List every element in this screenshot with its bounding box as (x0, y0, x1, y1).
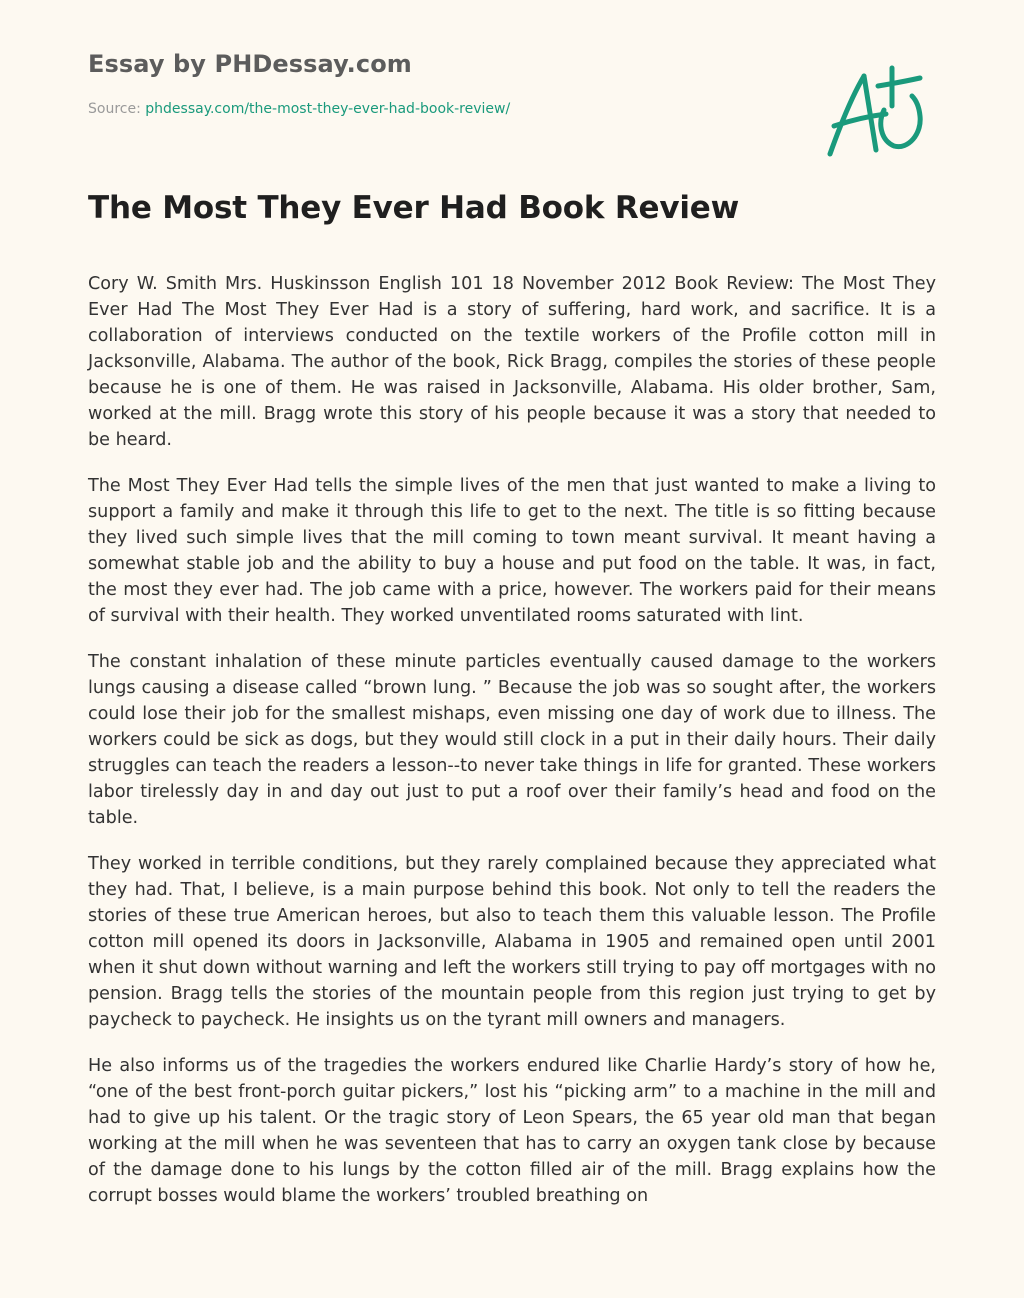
source-line (88, 101, 510, 117)
document-body (88, 271, 936, 1229)
bottom-cutoff (0, 1252, 1024, 1298)
paragraph: Cory W. Smith Mrs. Huskinsson English 101 18 November 2012 Book Review: The Most They Ever Had The Most They Ever Had is a story of suffering, hard work, and sacrifice. It is a collaboration of interviews conducted on the textile workers of the Profile cotton mill in Jacksonville, Alabama. The author of the book, Rick Bragg, compiles the stories of these people because he is one of them. He was raised in Jacksonville, Alabama. His older brother, Sam, worked at the mill. Bragg wrote this story of his people because it was a story that needed to be heard. (88, 274, 936, 450)
paragraph: The constant inhalation of these minute particles eventually caused damage to the workers lungs causing a disease called “brown lung. ” Because the job was so sought after, the workers could lose their job for the smallest mishaps, even missing one day of work due to illness. The workers could be sick as dogs, but they would still clock in a put in their daily hours. Their daily struggles can teach the readers a lesson--to never take things in life for granted. These workers labor tirelessly day in and day out just to put a roof over their family’s head and food on the table. (88, 652, 936, 828)
paragraph: He also informs us of the tragedies the workers endured like Charlie Hardy’s story of how he, “one of the best front-porch guitar pickers,” lost his “picking arm” to a machine in the mill and had to give up his talent. Or the tragic story of Leon Spears, the 65 year old man that began working at the mill when he was seventeen that has to carry an oxygen tank close by because of the damage done to his lungs by the cotton filled air of the mill. Bragg explains how the corrupt bosses would blame the workers’ troubled breathing on (88, 1056, 936, 1206)
paragraph: They worked in terrible conditions, but they rarely complained because they appreciated what they had. That, I believe, is a main purpose behind this book. Not only to tell the readers the stories of these true American heroes, but also to teach them this valuable lesson. The Profile cotton mill opened its doors in Jacksonville, Alabama in 1905 and remained open until 2001 when it shut down without warning and left the workers still trying to pay off mortgages with no pension. Bragg tells the stories of the mountain people from this region just trying to get by paycheck to paycheck. He insights us on the tyrant mill owners and managers. (88, 854, 936, 1030)
document-title: The Most They Ever Had Book Review (88, 190, 740, 226)
a-plus-logo-icon (822, 64, 930, 164)
paragraph: The Most They Ever Had tells the simple lives of the men that just wanted to make a living to support a family and make it through this life to get to the next. The title is so fitting because they lived such simple lives that the mill coming to town meant survival. It meant having a somewhat stable job and the ability to buy a house and put food on the table. It was, in fact, the most they ever had. The job came with a price, however. The workers paid for their means of survival with their health. They worked unventilated rooms saturated with lint. (88, 476, 936, 626)
source-label: Source: (88, 101, 141, 117)
site-title: Essay by PHDessay.com (88, 50, 412, 78)
source-link[interactable]: phdessay.com/the-most-they-ever-had-book-review/ (145, 101, 511, 117)
